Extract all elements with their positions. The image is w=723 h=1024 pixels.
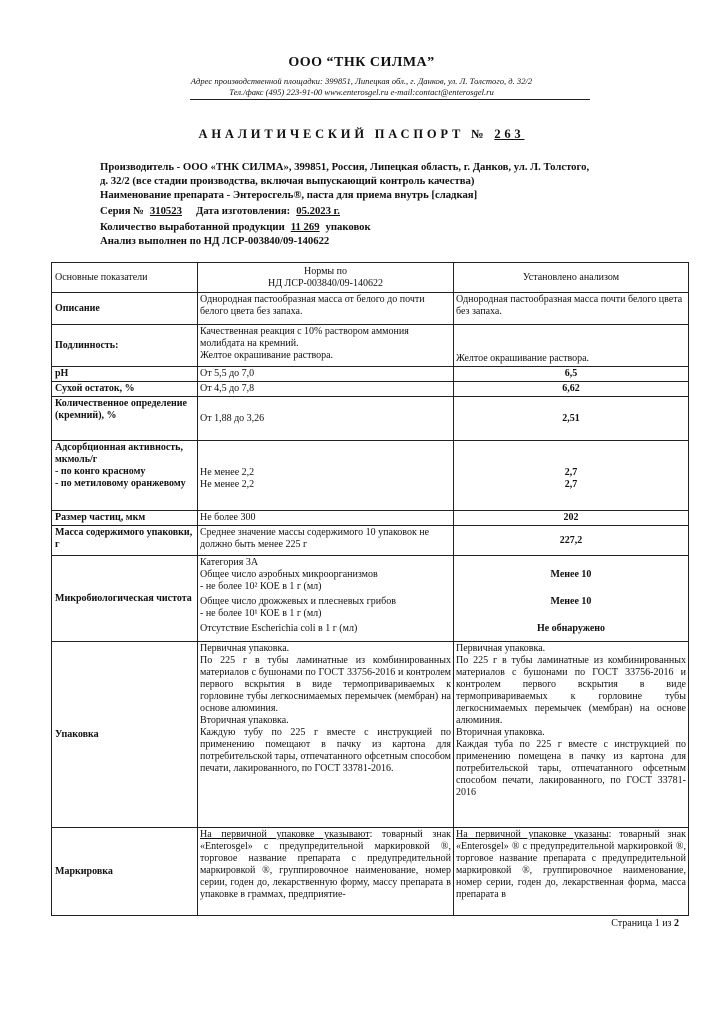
- row-name: Микробиологическая чистота: [52, 556, 198, 642]
- row-norm: Первичная упаковка. По 225 г в тубы ламинатные из комбинированных материалов с бушонами по ГОСТ 33756-2016 и контролем первого вскрытия в виде термопривариваемых к горловине тубы легкоснимаемых перемычек (мембран) на основе алюминия. Вторичная упаковка. Каждую тубу по 225 г вместе с инструкцией по применению помещают в пачку из картона для потребительской тары, отпечатанного офсетным способом печати, лакированного, по ГОСТ 33781-2016.: [198, 642, 454, 828]
- header-result: Установлено анализом: [454, 263, 689, 293]
- row-name: Маркировка: [52, 828, 198, 916]
- product-name: Наименование препарата - Энтеросгель®, паста для приема внутрь [сладкая]: [100, 189, 478, 201]
- row-norm: От 5,5 до 7,0: [198, 367, 454, 382]
- date-value: 05.2023 г.: [296, 205, 340, 217]
- table-row: [52, 828, 689, 916]
- row-result: На первичной упаковке указаны: товарный знак «Enterosgel» ® с предупредительной маркировкой ®, торговое название препарата с предупредительной маркировкой ®, группировочное наименование, номер серии, годен до, лекарственная форма, масса препарата в: [454, 828, 689, 916]
- row-result: 6,62: [454, 382, 689, 397]
- row-result: Первичная упаковка. По 225 г в тубы ламинатные из комбинированных материалов с бушонами по ГОСТ 33756-2016 и контролем первого вскрытия в виде термопривариваемых к горловине тубы легкоснимаемых перемычек (мембран) на основе алюминия. Вторичная упаковка. Каждая туба по 225 г вместе с инструкцией по применению помещена в пачку из картона для потребительской тары, отпечатанного офсетным способом печати, лакированного, по ГОСТ 33781-2016: [454, 642, 689, 828]
- row-name: Масса содержимого упаковки, г: [52, 526, 198, 556]
- table-row: [52, 397, 689, 441]
- table-header-row: [52, 263, 689, 293]
- quantity-label: Количество выработанной продукции: [100, 221, 285, 233]
- row-norm: Среднее значение массы содержимого 10 упаковок не должно быть менее 225 г: [198, 526, 454, 556]
- row-norm: Не менее 2,2 Не менее 2,2: [198, 441, 454, 511]
- table-row: [52, 441, 689, 511]
- row-name: Количественное определение (кремний), %: [52, 397, 198, 441]
- row-result: 2,51: [454, 397, 689, 441]
- series-value: 310523: [149, 205, 182, 217]
- quantity-line: [100, 220, 685, 234]
- row-name: Размер частиц, мкм: [52, 511, 198, 526]
- row-result: 202: [454, 511, 689, 526]
- row-name: Сухой остаток, %: [52, 382, 198, 397]
- analysis-table: [51, 262, 689, 916]
- row-result: Менее 10 Менее 10 Не обнаружено: [454, 556, 689, 642]
- quantity-unit: упаковок: [325, 221, 371, 233]
- title-text: АНАЛИТИЧЕСКИЙ ПАСПОРТ №: [198, 127, 488, 141]
- row-norm: Не более 300: [198, 511, 454, 526]
- row-result: Желтое окрашивание раствора.: [454, 325, 689, 367]
- row-norm: Качественная реакция с 10% раствором аммония молибдата на кремний. Желтое окрашивание раствора.: [198, 325, 454, 367]
- page-number: Страница 1 из 2: [611, 918, 679, 929]
- table-row: [52, 293, 689, 325]
- quantity-value: 11 269: [290, 221, 320, 233]
- company-contacts: Тел./факс (495) 223-91-00 www.enterosgel.ru e-mail:contact@enterosgel.ru: [229, 87, 494, 97]
- row-norm: Однородная пастообразная масса от белого до почти белого цвета без запаха.: [198, 293, 454, 325]
- header-indicator: Основные показатели: [52, 263, 198, 293]
- table-row: [52, 556, 689, 642]
- table-row: [52, 526, 689, 556]
- letterhead-divider: [190, 99, 590, 100]
- row-result: 2,7 2,7: [454, 441, 689, 511]
- table-row: [52, 382, 689, 397]
- row-name: Описание: [52, 293, 198, 325]
- company-address: Адрес производственной площадки: 399851, Липецкая обл., г. Данков, ул. Л. Толстого, д. 32/2: [190, 76, 533, 86]
- row-norm: На первичной упаковке указывают: товарный знак «Enterosgel» с предупредительной маркировкой ®, торговое название препарата с предупредительной маркировкой ®, группировочное наименование, номер серии, годен до, лекарственную форму, массу препарата в упаковке в граммах, предприятие-: [198, 828, 454, 916]
- producer-line-2: д. 32/2 (все стадии производства, включая выпускающий контроль качества): [100, 175, 475, 187]
- row-name: pH: [52, 367, 198, 382]
- passport-number: 263: [494, 127, 525, 141]
- row-name: Подлинность:: [52, 325, 198, 367]
- row-result: 227,2: [454, 526, 689, 556]
- header-norms: Нормы по НД ЛСР-003840/09-140622: [198, 263, 454, 293]
- table-row: [52, 325, 689, 367]
- row-norm: Категория 3А Общее число аэробных микроорганизмов - не более 10² КОЕ в 1 г (мл) Общее число дрожжевых и плесневых грибов - не более 10¹ КОЕ в 1 г (мл) Отсутствие Escherichia coli в 1 г (мл): [198, 556, 454, 642]
- document-title: [0, 127, 723, 142]
- table-row: [52, 367, 689, 382]
- row-name: Адсорбционная активность, мкмоль/г - по конго красному - по метиловому оранжевому: [52, 441, 198, 511]
- producer-line-1: Производитель - ООО «ТНК СИЛМА», 399851, Россия, Липецкая область, г. Данков, ул. Л. Толстого,: [100, 161, 590, 173]
- row-result: 6,5: [454, 367, 689, 382]
- row-result: Однородная пастообразная масса почти белого цвета без запаха.: [454, 293, 689, 325]
- table-row: [52, 642, 689, 828]
- row-name: Упаковка: [52, 642, 198, 828]
- series-line: [100, 204, 685, 218]
- analysis-line: Анализ выполнен по НД ЛСР-003840/09-140622: [100, 235, 330, 247]
- company-name: ООО “ТНК СИЛМА”: [288, 55, 435, 70]
- series-label: Серия №: [100, 205, 144, 217]
- date-label: Дата изготовления:: [195, 205, 291, 217]
- row-norm: От 4,5 до 7,8: [198, 382, 454, 397]
- row-norm: От 1,88 до 3,26: [198, 397, 454, 441]
- table-row: [52, 511, 689, 526]
